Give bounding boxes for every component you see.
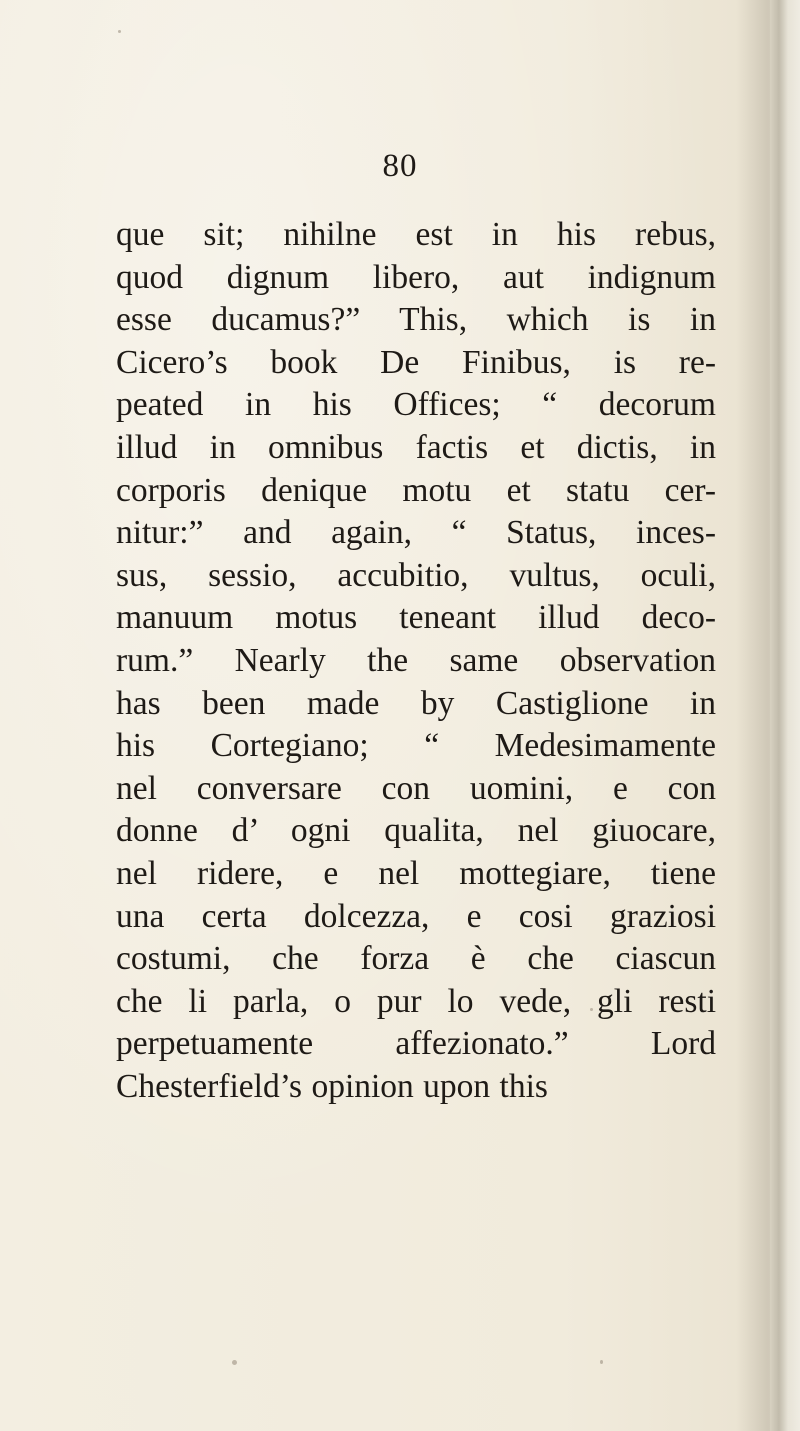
page-edge-shadow [770,0,800,1431]
text-line: che li parla, o pur lo vede, gli resti [116,982,716,1020]
text-line: rum.” Nearly the same observation [116,641,716,679]
page-number: 80 [382,148,418,184]
body-text [116,214,716,1108]
text-line: Chesterfield’s opinion upon this [116,1067,548,1105]
text-line: quod dignum libero, aut indignum [116,258,716,296]
text-line: peated in his Offices; “ decorum [116,386,716,424]
text-line: his Cortegiano; “ Medesimamente [116,727,716,765]
text-line: has been made by Castiglione in [116,684,716,722]
text-line: Cicero’s book De Finibus, is re- [116,343,716,381]
text-line: nitur:” and again, “ Status, inces- [116,514,716,552]
text-line: una certa dolcezza, e cosi graziosi [116,897,716,935]
text-line: nel conversare con uomini, e con [116,769,716,807]
text-line: illud in omnibus factis et dictis, in [116,428,716,466]
text-line: nel ridere, e nel mottegiare, tiene [116,854,716,892]
paper-speck [600,1360,603,1364]
text-line: esse ducamus?” This, which is in [116,301,716,339]
text-line: sus, sessio, accubitio, vultus, oculi, [116,556,716,594]
paper-speck [232,1360,237,1365]
text-line: donne d’ ogni qualita, nel giuocare, [116,812,716,850]
text-line: corporis denique motu et statu cer- [116,471,716,509]
paper-speck [118,30,121,33]
text-line: manuum motus teneant illud deco- [116,599,716,637]
text-line: costumi, che forza è che ciascun [116,940,716,978]
text-line: perpetuamente affezionato.” Lord [116,1025,716,1063]
text-line: que sit; nihilne est in his rebus, [116,216,716,253]
